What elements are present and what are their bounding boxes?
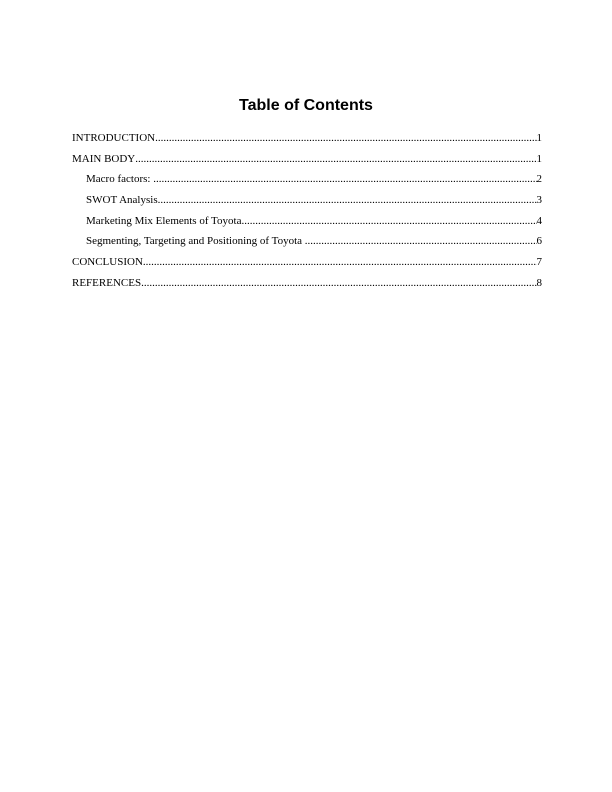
toc-entry-label: SWOT Analysis (86, 194, 158, 207)
toc-entry-main-body[interactable] (72, 151, 542, 172)
toc-entry-label: CONCLUSION (72, 256, 143, 269)
toc-entry-macro-factors[interactable] (72, 171, 542, 192)
toc-dot-leader (305, 233, 537, 249)
toc-dot-leader (241, 213, 536, 229)
toc-entry-label: Macro factors: (86, 173, 154, 186)
toc-page-number: 8 (536, 276, 542, 289)
toc-entry-label: Segmenting, Targeting and Positioning of Toyota (86, 235, 305, 248)
toc-page-number: 1 (536, 152, 542, 165)
toc-entry-stp[interactable] (72, 233, 542, 254)
toc-page-number: 7 (536, 256, 542, 269)
toc-page-number: 3 (536, 194, 542, 207)
toc-entry-conclusion[interactable] (72, 254, 542, 275)
toc-dot-leader (153, 171, 536, 187)
table-of-contents (72, 130, 542, 296)
toc-dot-leader (155, 130, 536, 146)
toc-entry-references[interactable] (72, 275, 542, 296)
toc-page-number: 2 (536, 173, 542, 186)
toc-page-number: 1 (536, 132, 542, 144)
toc-dot-leader (143, 254, 537, 270)
toc-page-number: 6 (536, 235, 542, 248)
toc-title: Table of Contents (239, 97, 373, 114)
toc-entry-label: REFERENCES (72, 276, 142, 289)
toc-entry-marketing-mix[interactable] (72, 213, 542, 234)
toc-entry-label: Marketing Mix Elements of Toyota (86, 214, 242, 227)
toc-entry-introduction[interactable] (72, 130, 542, 151)
toc-dot-leader (158, 192, 537, 208)
toc-dot-leader (141, 275, 536, 291)
toc-entry-swot-analysis[interactable] (72, 192, 542, 213)
toc-page-number: 4 (536, 214, 542, 227)
toc-entry-label: INTRODUCTION (72, 132, 156, 144)
toc-dot-leader (135, 151, 536, 167)
toc-entry-label: MAIN BODY (72, 152, 136, 165)
